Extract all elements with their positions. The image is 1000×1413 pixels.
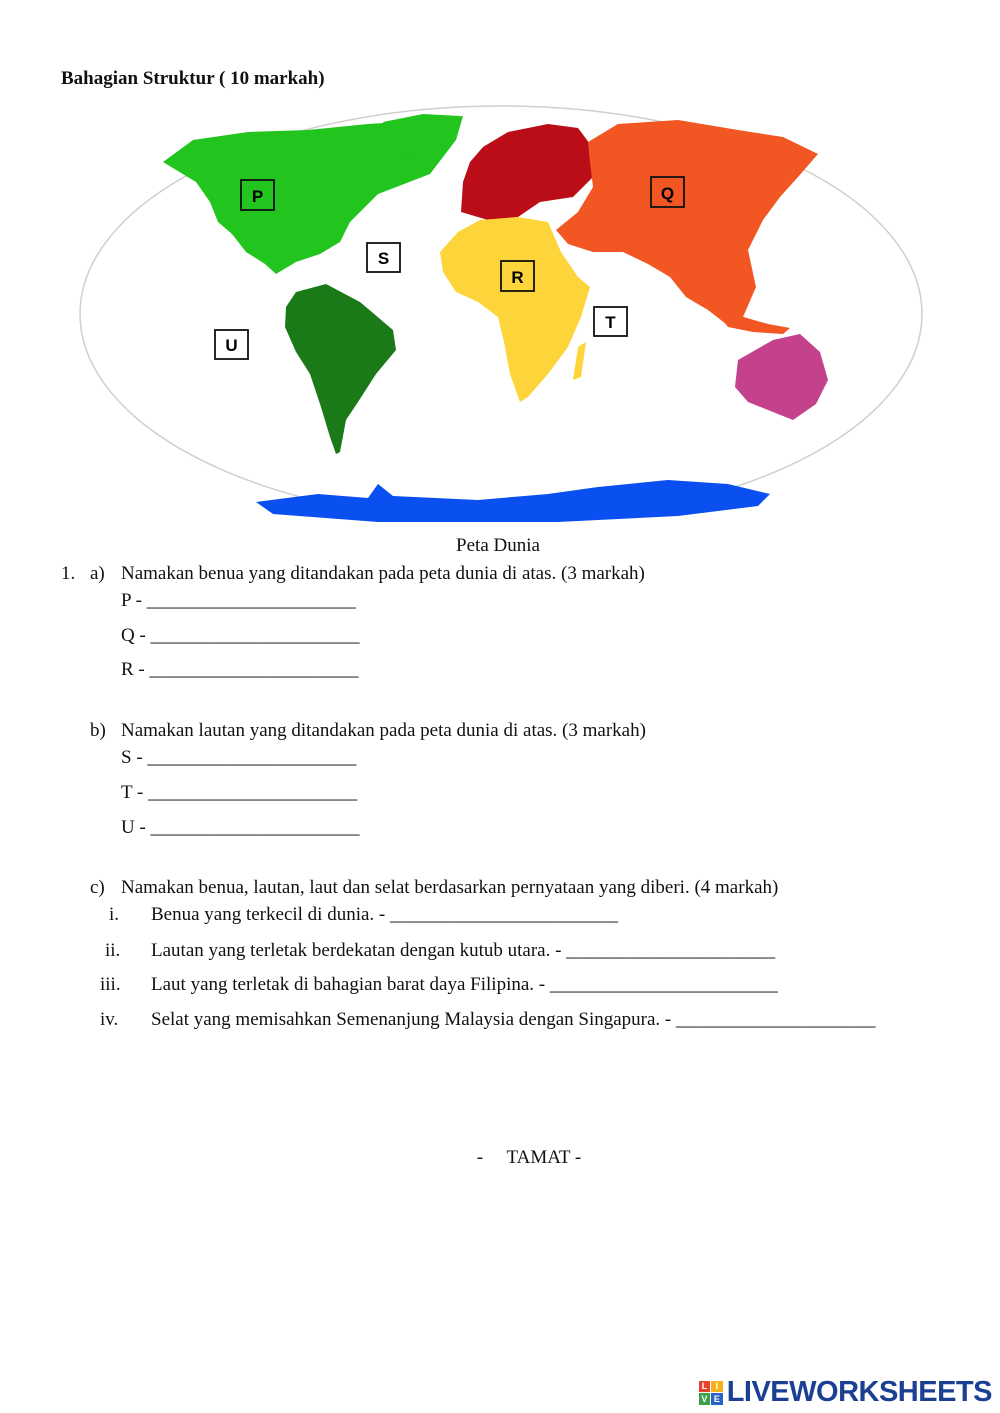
- item-iii-text[interactable]: Laut yang terletak di bahagian barat daya Filipina. - ________________________: [151, 974, 778, 995]
- label-q: Q: [660, 184, 675, 203]
- label-u: U: [225, 336, 238, 355]
- part-b-marker: b): [90, 720, 106, 741]
- item-ii-text[interactable]: Lautan yang terletak berdekatan dengan kutub utara. - ______________________: [151, 940, 776, 961]
- logo-letter-v: V: [699, 1393, 711, 1405]
- liveworksheets-branding: [699, 1376, 992, 1409]
- item-iv-num: iv.: [100, 1009, 119, 1030]
- answer-r[interactable]: R - ______________________: [121, 659, 359, 680]
- item-i-num: i.: [109, 904, 120, 925]
- liveworksheets-logo-icon: [699, 1381, 723, 1405]
- label-box-u: [215, 330, 248, 359]
- label-r: R: [511, 268, 524, 287]
- label-box-s: [367, 243, 400, 272]
- answer-u[interactable]: U - ______________________: [121, 817, 360, 838]
- label-box-r: [501, 261, 534, 291]
- part-a-marker: a): [90, 563, 105, 584]
- end-mark: - TAMAT -: [476, 1147, 582, 1168]
- label-t: T: [605, 313, 616, 332]
- question-number: 1.: [61, 563, 76, 584]
- answer-q[interactable]: Q - ______________________: [121, 625, 360, 646]
- answer-s[interactable]: S - ______________________: [121, 747, 357, 768]
- liveworksheets-wordmark: LIVEWORKSHEETS: [726, 1376, 992, 1408]
- logo-letter-i: I: [711, 1381, 723, 1393]
- part-a-text: Namakan benua yang ditandakan pada peta dunia di atas. (3 markah): [121, 563, 645, 584]
- label-box-q: [651, 177, 684, 207]
- part-c-marker: c): [90, 877, 105, 898]
- label-box-p: [241, 180, 274, 210]
- section-title: Bahagian Struktur ( 10 markah): [61, 68, 325, 89]
- logo-letter-l: L: [699, 1381, 711, 1393]
- logo-letter-e: E: [711, 1393, 723, 1405]
- label-p: P: [251, 187, 264, 206]
- world-map: [78, 102, 924, 522]
- item-iii-num: iii.: [100, 974, 121, 995]
- answer-p[interactable]: P - ______________________: [121, 590, 356, 611]
- item-i-text[interactable]: Benua yang terkecil di dunia. - ________________________: [151, 904, 619, 925]
- item-ii-num: ii.: [105, 940, 121, 961]
- label-box-t: [594, 307, 627, 336]
- part-c-text: Namakan benua, lautan, laut dan selat berdasarkan pernyataan yang diberi. (4 markah): [121, 877, 779, 898]
- label-s: S: [377, 249, 390, 268]
- map-caption: Peta Dunia: [456, 535, 540, 556]
- part-b-text: Namakan lautan yang ditandakan pada peta dunia di atas. (3 markah): [121, 720, 646, 741]
- item-iv-text[interactable]: Selat yang memisahkan Semenanjung Malaysia dengan Singapura. - _____________________: [151, 1009, 876, 1030]
- answer-t[interactable]: T - ______________________: [121, 782, 358, 803]
